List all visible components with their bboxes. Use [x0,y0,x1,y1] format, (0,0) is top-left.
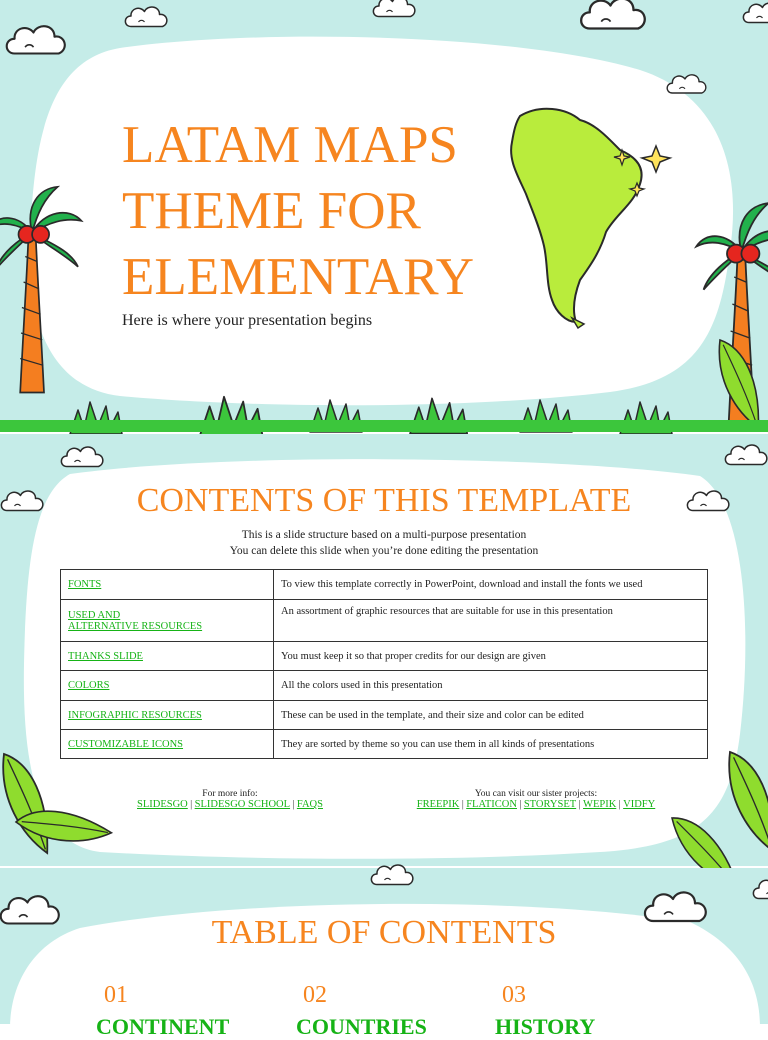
leaf-icon [729,752,768,851]
row-link-used-and-alternative-resources[interactable] [61,600,274,642]
contents-table [60,569,708,759]
title-line: LATAM MAPS [122,116,458,174]
link-separator: | [519,799,522,810]
cloud-icon [61,447,102,466]
section-number: 01 [104,982,128,1008]
link-line: USED AND [68,609,121,621]
cloud-icon [371,865,412,884]
row-description: These can be used in the template, and their size and color can be edited [274,701,708,730]
vidfy-link[interactable]: VIDFY [623,799,656,810]
row-description: To view this template correctly in PowerPoint, download and install the fonts we used [274,570,708,600]
presentation-subtitle: Here is where your presentation begins [122,312,373,329]
freepik-link[interactable]: FREEPIK [416,799,460,810]
table-row [61,600,708,642]
contents-title: CONTENTS OF THIS TEMPLATE [136,482,632,519]
row-link-infographic-resources[interactable]: INFOGRAPHIC RESOURCES [61,701,274,730]
row-description: An assortment of graphic resources that are suitable for use in this presentation [274,600,708,642]
row-description: All the colors used in this presentation [274,671,708,701]
title-line: THEME FOR [122,182,421,240]
cloud-icon [753,879,768,898]
cloud-icon [125,7,166,26]
presentation-title [122,112,522,310]
cloud-icon [7,26,65,53]
section-title: COUNTRIES [296,1014,427,1039]
section-title: HISTORY [495,1014,596,1039]
cloud-icon [725,445,766,464]
wepik-link[interactable]: WEPIK [583,799,617,810]
slidesgo-school-link[interactable]: SLIDESGO SCHOOL [194,799,291,810]
faqs-link[interactable]: FAQS [296,799,323,810]
flaticon-link[interactable]: FLATICON [466,799,517,810]
table-row [61,671,708,701]
table-row [61,642,708,671]
cloud-icon [581,0,645,28]
description-line: This is a slide structure based on a multi-purpose presentation [241,529,527,541]
contents-description [0,527,768,559]
section-number: 03 [502,982,526,1008]
storyset-link[interactable]: STORYSET [523,799,577,810]
sister-projects-caption: You can visit our sister projects: [474,789,598,799]
link-separator: | [578,799,581,810]
section-number: 02 [303,982,327,1008]
row-link-fonts[interactable]: FONTS [61,570,274,600]
link-separator: | [461,799,464,810]
cloud-icon [743,3,768,22]
table-row [61,701,708,730]
row-link-customizable-icons[interactable]: CUSTOMIZABLE ICONS [61,730,274,759]
cloud-icon [667,75,706,93]
slide-table-of-contents [0,868,768,1039]
more-info-caption: For more info: [202,789,258,799]
slide-contents-of-template [0,434,768,866]
cloud-icon [373,0,414,16]
slidesgo-link[interactable]: SLIDESGO [137,799,188,810]
row-link-thanks-slide[interactable]: THANKS SLIDE [61,642,274,671]
link-line: ALTERNATIVE RESOURCES [68,620,203,632]
row-link-colors[interactable]: COLORS [61,671,274,701]
table-row [61,570,708,600]
slide-title [0,0,768,432]
more-info-links [120,789,340,810]
description-line: You can delete this slide when you’re done editing the presentation [229,545,539,557]
section-title: CONTINENT [96,1014,230,1039]
title-line: ELEMENTARY [122,248,475,306]
table-of-contents-title: TABLE OF CONTENTS [211,914,557,951]
link-separator: | [190,799,193,810]
row-description: They are sorted by theme so you can use them in all kinds of presentations [274,730,708,759]
link-separator: | [618,799,621,810]
link-separator: | [292,799,295,810]
row-description: You must keep it so that proper credits for our design are given [274,642,708,671]
table-row [61,730,708,759]
sister-projects-links [396,789,676,810]
